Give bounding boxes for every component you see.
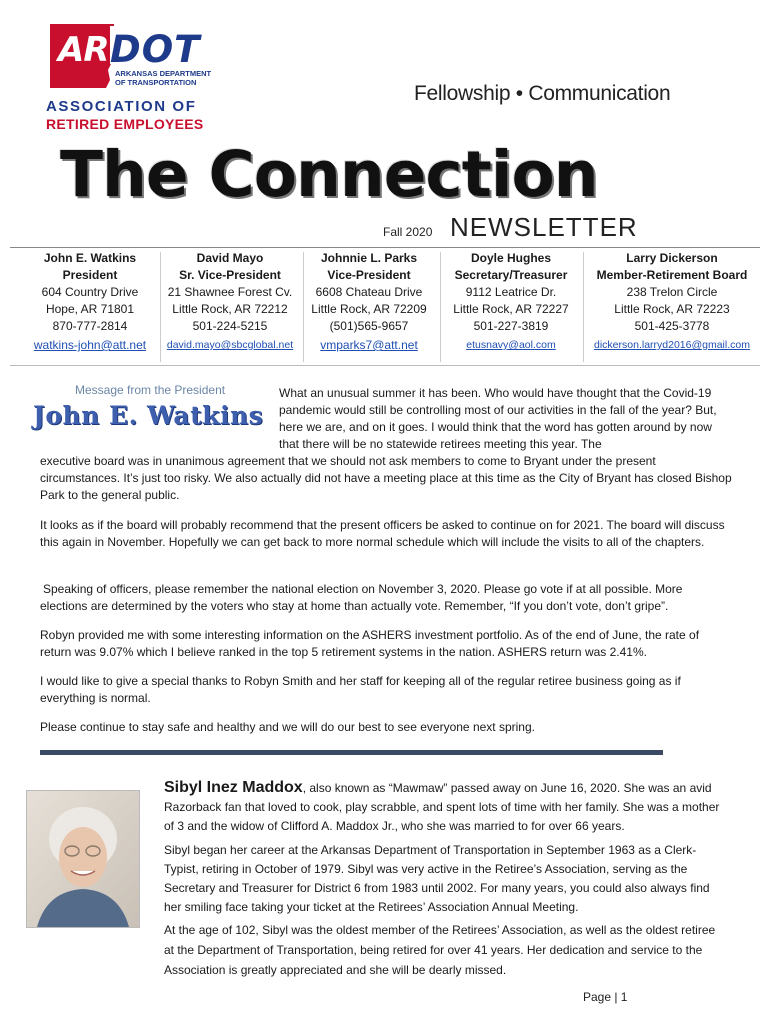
ardot-logo xyxy=(44,22,234,134)
obituary-name: Sibyl Inez Maddox xyxy=(164,779,303,796)
message-paragraph-1a: What an unusual summer it has been. Who would have thought that the Covid-19 pandemic would still be controlling most of our activities in the fall of the year? But, here we are, and on it goes. I would think that the word has gotten around by now that there will be no statewide retirees meeting this year. The xyxy=(279,386,717,451)
officers-bottom-rule xyxy=(10,365,760,366)
tagline: Fellowship • Communication xyxy=(414,82,671,105)
message-paragraph-2: It looks as if the board will probably recommend that the present officers be asked to continue on for 2021. The board will discuss this again in November. Hopefully we can get back to more normal schedule which will include the visits to all of the chapters. xyxy=(40,518,725,549)
newsletter-label: NEWSLETTER xyxy=(450,212,638,242)
message-label: Message from the President xyxy=(75,383,226,397)
officer-address: 6608 Chateau Drive xyxy=(315,285,423,299)
logo-association: ASSOCIATION OF xyxy=(46,98,197,115)
officer-name: Doyle Hughes xyxy=(470,251,551,265)
officer-name: Johnnie L. Parks xyxy=(320,251,418,265)
obituary-paragraph-2: Sibyl began her career at the Arkansas Department of Transportation in September 1963 as a Clerk-Typist, retiring in October of 1979. Sibyl was very active in the Retiree’s Association, serving as the Secretary and Treasurer for District 6 from 1983 until 2002. For many years, you could also always find her smiling face taking your ticket at the Retirees’ Association Annual Meeting. xyxy=(164,843,710,914)
officer-name: Larry Dickerson xyxy=(626,251,718,265)
message-paragraph-1b: executive board was in unanimous agreement that we should not ask members to come to Bryant under the present circumstances. It’s just too risky. We also actually did not have a meeting place at this time as the City of Bryant has closed Bishop Park to the general public. xyxy=(40,454,732,502)
logo-dept-line2: OF TRANSPORTATION xyxy=(115,77,197,87)
sibyl-maddox-photo xyxy=(26,790,140,928)
officer-role: President xyxy=(62,268,118,282)
officer-city: Hope, AR 71801 xyxy=(45,302,135,316)
officer-phone: 870-777-2814 xyxy=(52,319,128,333)
officer-email-link[interactable]: watkins-john@att.net xyxy=(33,338,147,352)
officer-city: Little Rock, AR 72227 xyxy=(453,302,569,316)
officer-address: 604 Country Drive xyxy=(41,285,139,299)
officer-name: David Mayo xyxy=(196,251,264,265)
message-paragraph-3: Speaking of officers, please remember the national election on November 3, 2020. Please go vote if at all possible. More elections are determined by the voters who stay at home than actually vote. Remember, “If you don’t vote, don’t gripe”. xyxy=(40,582,683,613)
message-paragraph-5: I would like to give a special thanks to Robyn Smith and her staff for keeping all of the regular retiree business going as if everything is normal. xyxy=(40,674,681,705)
officer-phone: 501-227-3819 xyxy=(473,319,549,333)
officer-phone: (501)565-9657 xyxy=(329,319,409,333)
officer-phone: 501-224-5215 xyxy=(192,319,268,333)
newsletter-title: The Connection xyxy=(60,138,598,211)
officer-address: 21 Shawnee Forest Cv. xyxy=(167,285,293,299)
officer-vice-president xyxy=(298,250,440,354)
officer-email-link[interactable]: etusnavy@aol.com xyxy=(466,339,556,351)
obituary-paragraph-3: At the age of 102, Sibyl was the oldest member of the Retirees’ Association, as well as the oldest retiree at the Department of Transportation, being retired for over 41 years. Her dedication and service to the Association is greatly appreciated and she will be dearly missed. xyxy=(164,923,716,977)
officer-address: 238 Trelon Circle xyxy=(626,285,718,299)
issue-date: Fall 2020 xyxy=(383,225,433,239)
officer-email-link[interactable]: dickerson.larryd2016@gmail.com xyxy=(594,339,750,351)
officer-city: Little Rock, AR 72209 xyxy=(311,302,427,316)
header-rule xyxy=(10,247,760,248)
page-number: Page | 1 xyxy=(583,990,628,1004)
officer-city: Little Rock, AR 72212 xyxy=(172,302,288,316)
officer-role: Secretary/Treasurer xyxy=(454,268,568,282)
logo-department xyxy=(115,70,211,87)
officer-role: Sr. Vice-President xyxy=(179,268,281,282)
section-divider xyxy=(40,750,663,755)
officer-city: Little Rock, AR 72223 xyxy=(614,302,730,316)
obituary-paragraph-1-text: , also known as “Mawmaw” passed away on June 16, 2020. She was an avid Razorback fan that loved to cook, play scrabble, and spent lots of time with her family. She was a mother of 3 and the widow of Clifford A. Maddox Jr., who she was married to for over 66 years. xyxy=(164,781,720,833)
officer-role: Member-Retirement Board xyxy=(596,268,748,282)
message-paragraph-6: Please continue to stay safe and healthy and we will do our best to see everyone next spring. xyxy=(40,720,535,734)
obituary-paragraph-1 xyxy=(164,778,724,836)
officer-secretary-treasurer xyxy=(440,250,582,354)
officer-president xyxy=(14,250,166,354)
officer-role: Vice-President xyxy=(327,268,411,282)
officer-member-retirement-board xyxy=(588,250,756,354)
message-paragraph-4: Robyn provided me with some interesting information on the ASHERS investment portfolio. As of the end of June, the rate of return was 9.07% which I believe ranked in the top 5 retirement systems in the nation. ASHERS return was 2.41%. xyxy=(40,628,700,659)
officer-address: 9112 Leatrice Dr. xyxy=(465,285,557,299)
logo-dot-text: DOT xyxy=(110,28,201,71)
officer-name: John E. Watkins xyxy=(43,251,137,265)
officer-email-link[interactable]: vmparks7@att.net xyxy=(320,338,418,352)
logo-dept-line1: ARKANSAS DEPARTMENT xyxy=(115,69,212,78)
president-name-heading: John E. Watkins xyxy=(33,401,264,430)
officer-sr-vice-president xyxy=(155,250,305,354)
logo-retired-employees: RETIRED EMPLOYEES xyxy=(46,116,204,132)
officer-email-link[interactable]: david.mayo@sbcglobal.net xyxy=(166,339,294,351)
logo-ar-text: AR xyxy=(58,30,109,70)
officer-phone: 501-425-3778 xyxy=(634,319,710,333)
officer-separator xyxy=(583,252,584,362)
